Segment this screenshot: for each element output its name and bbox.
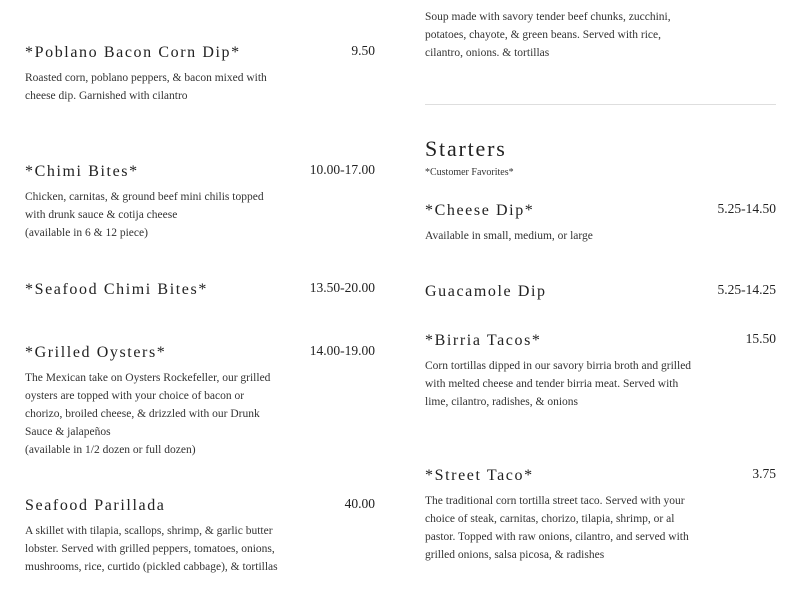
menu-item-name: *Poblano Bacon Corn Dip* <box>25 44 241 61</box>
menu-item-cheese-dip[interactable] <box>425 200 776 245</box>
soup-description: Soup made with savory tender beef chunks, zucchini, potatoes, chayote, & green beans. Served with rice, cilantro, onions. & tortillas <box>425 11 671 59</box>
menu-item-price: 13.50-20.00 <box>309 280 375 295</box>
menu-item-poblano-bacon-corn-dip[interactable] <box>25 42 375 105</box>
menu-item-grilled-oysters[interactable] <box>25 342 375 459</box>
menu-item-price: 10.00-17.00 <box>309 162 375 177</box>
menu-item-price: 5.25-14.25 <box>717 282 776 297</box>
menu-item-price: 40.00 <box>344 496 375 511</box>
menu-item-description: The Mexican take on Oysters Rockefeller, our grilled oysters are topped with your choice of bacon or chorizo, broiled cheese, & drizzled with our Drunk Sauce & jalapeños (available in 1/2 dozen or full dozen) <box>25 372 271 456</box>
menu-item-name: *Grilled Oysters* <box>25 344 167 361</box>
menu-item-chimi-bites[interactable] <box>25 161 375 242</box>
menu-item-name: *Birria Tacos* <box>425 332 542 349</box>
menu-item-street-taco[interactable] <box>425 465 776 564</box>
menu-item-description: Chicken, carnitas, & ground beef mini chilis topped with drunk sauce & cotija cheese (available in 6 & 12 piece) <box>25 191 264 239</box>
menu-item-description: Roasted corn, poblano peppers, & bacon mixed with cheese dip. Garnished with cilantro <box>25 72 267 102</box>
menu-item-name: *Street Taco* <box>425 467 534 484</box>
menu-item-name: Seafood Parillada <box>25 497 166 514</box>
menu-item-seafood-chimi-bites[interactable] <box>25 279 375 300</box>
menu-item-birria-tacos[interactable] <box>425 330 776 411</box>
menu-item-name: *Seafood Chimi Bites* <box>25 281 208 298</box>
menu-item-description: A skillet with tilapia, scallops, shrimp, & garlic butter lobster. Served with grilled peppers, tomatoes, onions, mushrooms, rice, curtido (pickled cabbage), & tortillas <box>25 525 278 573</box>
menu-item-name: Guacamole Dip <box>425 283 547 300</box>
menu-item-description: The traditional corn tortilla street taco. Served with your choice of steak, carnitas, chorizo, tilapia, shrimp, or al pastor. Topped with raw onions, cilantro, and served with grilled onions, salsa picosa, & radishes <box>425 495 689 561</box>
menu-item-guacamole-dip[interactable] <box>425 281 776 302</box>
menu-item-price: 5.25-14.50 <box>717 201 776 216</box>
menu-item-seafood-parillada[interactable] <box>25 495 375 576</box>
section-title: Starters <box>425 136 507 161</box>
menu-item-price: 14.00-19.00 <box>309 343 375 358</box>
menu-item-price: 15.50 <box>745 331 776 346</box>
menu-item-name: *Cheese Dip* <box>425 202 535 219</box>
menu-item-description: Available in small, medium, or large <box>425 230 593 242</box>
menu-item-price: 9.50 <box>351 43 375 58</box>
section-subtitle: *Customer Favorites* <box>425 167 514 178</box>
menu-item-description: Corn tortillas dipped in our savory birria broth and grilled with melted cheese and tender birria meat. Served with lime, cilantro, radishes, & onions <box>425 360 692 408</box>
menu-item-name: *Chimi Bites* <box>25 163 139 180</box>
section-divider <box>425 104 776 105</box>
menu-item-price: 3.75 <box>752 466 776 481</box>
